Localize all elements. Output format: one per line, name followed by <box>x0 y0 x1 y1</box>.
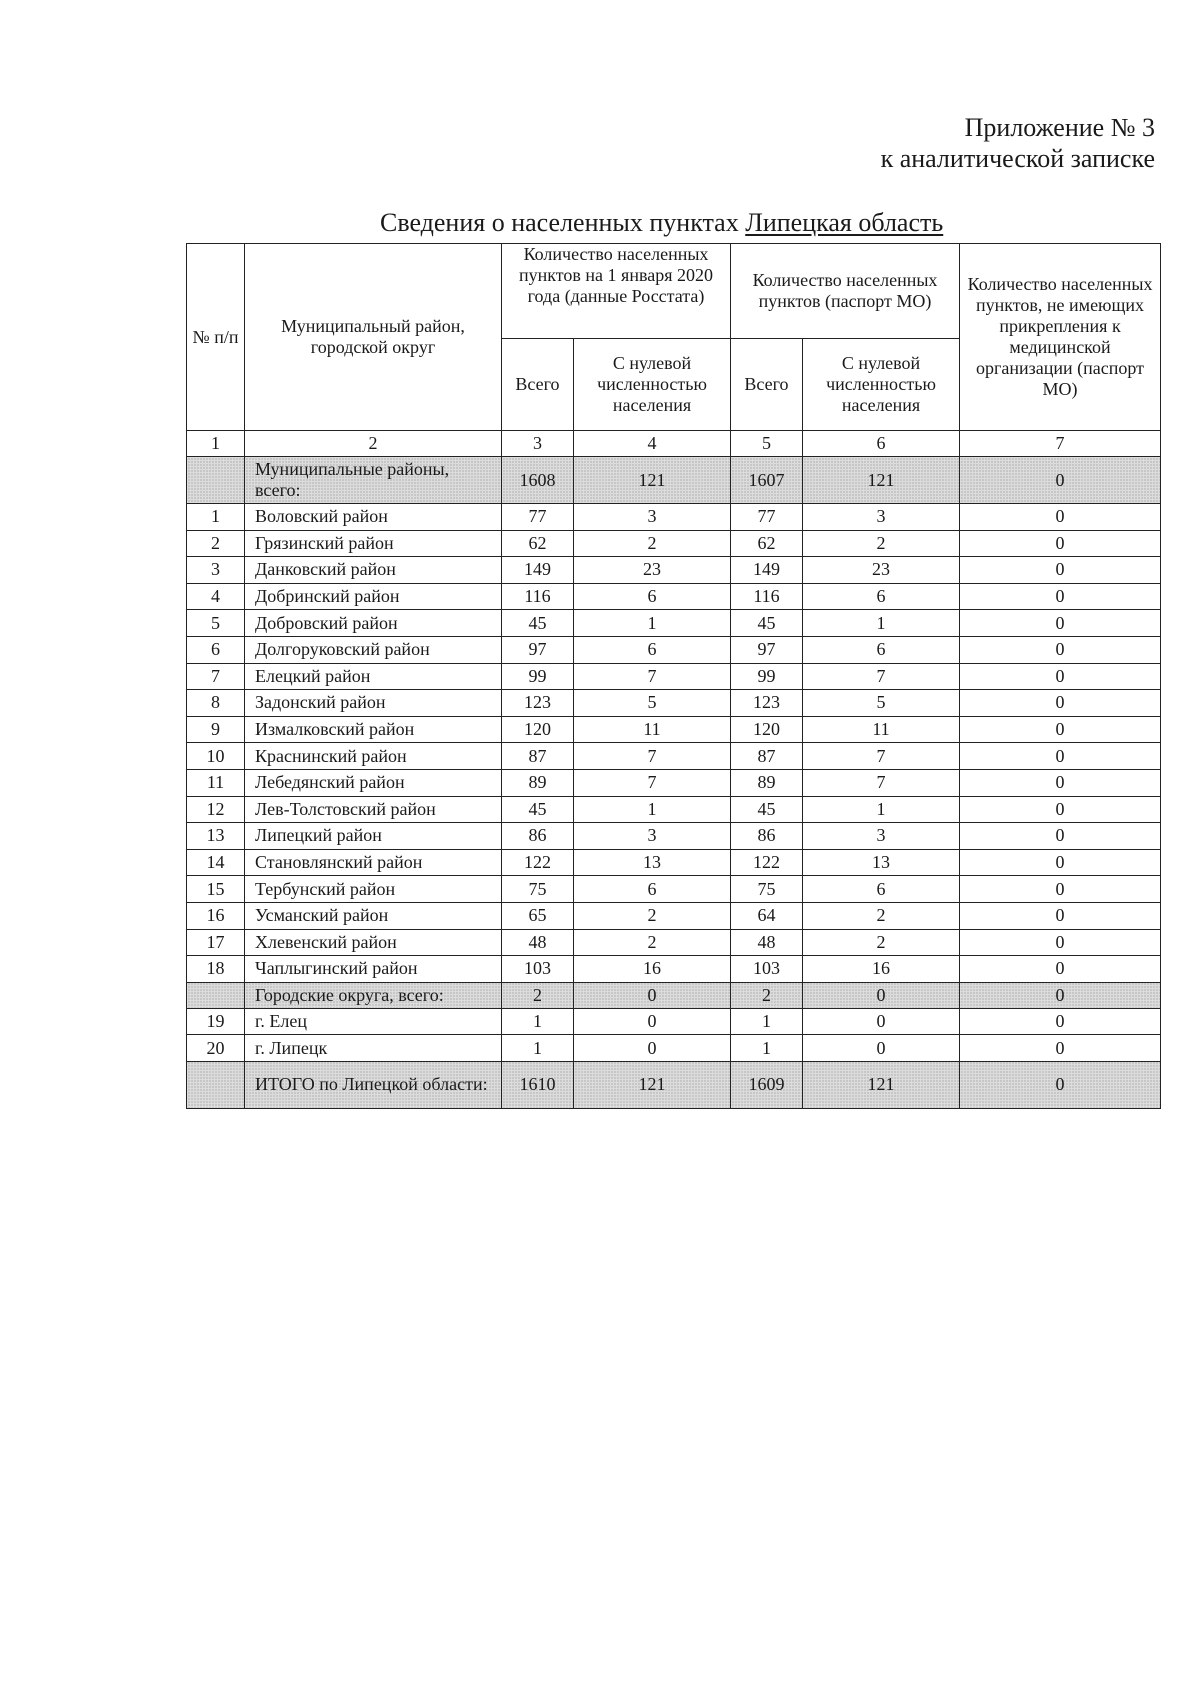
district-name: Добринский район <box>245 583 502 610</box>
row-value: 64 <box>731 902 803 929</box>
row-value: 0 <box>960 743 1161 770</box>
row-value: 1 <box>502 1035 574 1062</box>
row-value: 0 <box>960 504 1161 531</box>
row-value: 7 <box>803 663 960 690</box>
row-value: 1 <box>803 796 960 823</box>
subtotal-value: 0 <box>803 982 960 1008</box>
header-no-attachment: Количество населенных пунктов, не имеющих прикрепления к медицинской организации (паспорт МО) <box>960 244 1161 431</box>
row-value: 45 <box>731 610 803 637</box>
column-number: 5 <box>731 431 803 457</box>
table-row <box>187 610 1161 637</box>
row-value: 0 <box>960 876 1161 903</box>
row-value: 75 <box>731 876 803 903</box>
row-value: 23 <box>574 557 731 584</box>
subtotal-value: 1607 <box>731 457 803 504</box>
row-number: 2 <box>187 530 245 557</box>
subtotal-label: Муниципальные районы, всего: <box>245 457 502 504</box>
table-row <box>187 956 1161 983</box>
table-row <box>187 823 1161 850</box>
header-rosstat-group: Количество населенных пунктов на 1 января 2020 года (данные Росстата) <box>502 244 731 339</box>
row-value: 0 <box>803 1035 960 1062</box>
row-number: 8 <box>187 690 245 717</box>
header-rosstat-zero: С нулевой численностью населения <box>574 339 731 431</box>
row-value: 123 <box>731 690 803 717</box>
row-value: 87 <box>731 743 803 770</box>
district-name: Становлянский район <box>245 849 502 876</box>
district-name: Лебедянский район <box>245 769 502 796</box>
subtotal-value: 0 <box>960 457 1161 504</box>
row-value: 0 <box>960 690 1161 717</box>
row-value: 2 <box>803 530 960 557</box>
settlements-table <box>186 243 1161 1109</box>
row-value: 3 <box>803 823 960 850</box>
table-row <box>187 636 1161 663</box>
district-name: Добровский район <box>245 610 502 637</box>
district-name: Долгоруковский район <box>245 636 502 663</box>
row-value: 1 <box>731 1008 803 1035</box>
column-number: 2 <box>245 431 502 457</box>
row-value: 2 <box>574 902 731 929</box>
table-row <box>187 690 1161 717</box>
row-value: 5 <box>803 690 960 717</box>
row-value: 103 <box>502 956 574 983</box>
row-value: 99 <box>502 663 574 690</box>
row-value: 0 <box>960 583 1161 610</box>
district-name: Грязинский район <box>245 530 502 557</box>
row-number: 14 <box>187 849 245 876</box>
row-value: 6 <box>574 583 731 610</box>
table-row <box>187 849 1161 876</box>
subtotal-label: ИТОГО по Липецкой области: <box>245 1061 502 1108</box>
district-name: Краснинский район <box>245 743 502 770</box>
row-value: 16 <box>803 956 960 983</box>
row-value: 6 <box>574 876 731 903</box>
table-row <box>187 504 1161 531</box>
row-value: 3 <box>803 504 960 531</box>
appendix-number: Приложение № 3 <box>964 113 1155 142</box>
row-number: 6 <box>187 636 245 663</box>
row-value: 48 <box>502 929 574 956</box>
table-row <box>187 583 1161 610</box>
row-value: 97 <box>731 636 803 663</box>
row-value: 0 <box>960 716 1161 743</box>
row-value: 120 <box>502 716 574 743</box>
row-value: 116 <box>502 583 574 610</box>
row-value: 7 <box>574 769 731 796</box>
row-value: 45 <box>502 796 574 823</box>
row-value: 1 <box>574 610 731 637</box>
table-row <box>187 1035 1161 1062</box>
district-name: Лев-Толстовский район <box>245 796 502 823</box>
row-number: 17 <box>187 929 245 956</box>
row-value: 0 <box>960 929 1161 956</box>
row-number: 1 <box>187 504 245 531</box>
header-passport-group: Количество населенных пунктов (паспорт МО) <box>731 244 960 339</box>
grand-total-row <box>187 1061 1161 1108</box>
row-value: 75 <box>502 876 574 903</box>
municipal-total-row <box>187 457 1161 504</box>
row-value: 0 <box>960 769 1161 796</box>
appendix-note: к аналитической записке <box>880 144 1155 173</box>
row-value: 0 <box>960 902 1161 929</box>
row-number: 9 <box>187 716 245 743</box>
district-name: г. Липецк <box>245 1035 502 1062</box>
row-value: 123 <box>502 690 574 717</box>
empty-cell <box>187 1061 245 1108</box>
row-value: 0 <box>960 849 1161 876</box>
row-value: 120 <box>731 716 803 743</box>
row-number: 19 <box>187 1008 245 1035</box>
row-value: 87 <box>502 743 574 770</box>
row-value: 89 <box>502 769 574 796</box>
row-value: 13 <box>803 849 960 876</box>
row-value: 11 <box>574 716 731 743</box>
row-value: 0 <box>960 1008 1161 1035</box>
subtotal-value: 2 <box>731 982 803 1008</box>
row-value: 0 <box>574 1008 731 1035</box>
row-value: 97 <box>502 636 574 663</box>
header-rosstat-total: Всего <box>502 339 574 431</box>
district-name: Елецкий район <box>245 663 502 690</box>
row-value: 16 <box>574 956 731 983</box>
row-value: 3 <box>574 504 731 531</box>
subtotal-value: 1608 <box>502 457 574 504</box>
column-number: 6 <box>803 431 960 457</box>
row-value: 99 <box>731 663 803 690</box>
table-row <box>187 530 1161 557</box>
subtotal-value: 1609 <box>731 1061 803 1108</box>
row-value: 62 <box>731 530 803 557</box>
row-value: 86 <box>502 823 574 850</box>
row-value: 0 <box>960 636 1161 663</box>
row-value: 77 <box>502 504 574 531</box>
subtotal-value: 0 <box>960 982 1161 1008</box>
table-row <box>187 796 1161 823</box>
row-value: 1 <box>574 796 731 823</box>
table-body <box>187 457 1161 1109</box>
row-value: 65 <box>502 902 574 929</box>
table-row <box>187 716 1161 743</box>
row-number: 7 <box>187 663 245 690</box>
row-value: 6 <box>574 636 731 663</box>
row-value: 6 <box>803 636 960 663</box>
row-value: 0 <box>960 796 1161 823</box>
table-row <box>187 902 1161 929</box>
row-number: 10 <box>187 743 245 770</box>
row-value: 1 <box>731 1035 803 1062</box>
row-number: 13 <box>187 823 245 850</box>
table-row <box>187 876 1161 903</box>
row-number: 18 <box>187 956 245 983</box>
subtotal-label: Городские округа, всего: <box>245 982 502 1008</box>
row-value: 0 <box>803 1008 960 1035</box>
empty-cell <box>187 982 245 1008</box>
row-value: 0 <box>574 1035 731 1062</box>
row-value: 11 <box>803 716 960 743</box>
column-number: 4 <box>574 431 731 457</box>
row-value: 48 <box>731 929 803 956</box>
row-value: 62 <box>502 530 574 557</box>
row-value: 7 <box>803 769 960 796</box>
row-value: 7 <box>803 743 960 770</box>
subtotal-value: 1610 <box>502 1061 574 1108</box>
district-name: Тербунский район <box>245 876 502 903</box>
subtotal-value: 121 <box>574 1061 731 1108</box>
row-value: 77 <box>731 504 803 531</box>
district-name: Хлевенский район <box>245 929 502 956</box>
row-number: 3 <box>187 557 245 584</box>
title-region: Липецкая область <box>745 208 944 237</box>
row-value: 13 <box>574 849 731 876</box>
row-value: 45 <box>502 610 574 637</box>
subtotal-value: 2 <box>502 982 574 1008</box>
row-value: 23 <box>803 557 960 584</box>
empty-cell <box>187 457 245 504</box>
table-row <box>187 929 1161 956</box>
header-passport-total: Всего <box>731 339 803 431</box>
row-number: 16 <box>187 902 245 929</box>
row-number: 11 <box>187 769 245 796</box>
row-value: 2 <box>574 530 731 557</box>
header-district: Муниципальный район, городской округ <box>245 244 502 431</box>
table-row <box>187 557 1161 584</box>
table-row <box>187 663 1161 690</box>
subtotal-value: 0 <box>574 982 731 1008</box>
row-value: 6 <box>803 876 960 903</box>
row-value: 0 <box>960 956 1161 983</box>
row-value: 5 <box>574 690 731 717</box>
district-name: Задонский район <box>245 690 502 717</box>
column-number: 3 <box>502 431 574 457</box>
district-name: Данковский район <box>245 557 502 584</box>
row-value: 122 <box>731 849 803 876</box>
row-value: 3 <box>574 823 731 850</box>
row-value: 0 <box>960 610 1161 637</box>
row-value: 0 <box>960 663 1161 690</box>
row-value: 86 <box>731 823 803 850</box>
district-name: Воловский район <box>245 504 502 531</box>
row-value: 149 <box>502 557 574 584</box>
subtotal-value: 121 <box>803 1061 960 1108</box>
row-value: 103 <box>731 956 803 983</box>
row-value: 1 <box>502 1008 574 1035</box>
row-value: 7 <box>574 743 731 770</box>
column-number: 7 <box>960 431 1161 457</box>
subtotal-value: 121 <box>574 457 731 504</box>
row-value: 2 <box>803 929 960 956</box>
row-number: 5 <box>187 610 245 637</box>
row-value: 2 <box>803 902 960 929</box>
district-name: г. Елец <box>245 1008 502 1035</box>
row-number: 12 <box>187 796 245 823</box>
row-value: 45 <box>731 796 803 823</box>
urban-total-row <box>187 982 1161 1008</box>
row-number: 4 <box>187 583 245 610</box>
row-value: 89 <box>731 769 803 796</box>
document-title <box>380 208 943 238</box>
row-value: 7 <box>574 663 731 690</box>
column-number: 1 <box>187 431 245 457</box>
header-passport-zero: С нулевой численностью населения <box>803 339 960 431</box>
row-value: 116 <box>731 583 803 610</box>
row-value: 2 <box>574 929 731 956</box>
subtotal-value: 121 <box>803 457 960 504</box>
district-name: Усманский район <box>245 902 502 929</box>
table-row <box>187 743 1161 770</box>
title-prefix: Сведения о населенных пунктах <box>380 208 746 237</box>
district-name: Измалковский район <box>245 716 502 743</box>
row-value: 1 <box>803 610 960 637</box>
row-value: 0 <box>960 530 1161 557</box>
row-number: 15 <box>187 876 245 903</box>
row-value: 0 <box>960 557 1161 584</box>
table-row <box>187 1008 1161 1035</box>
row-value: 6 <box>803 583 960 610</box>
district-name: Липецкий район <box>245 823 502 850</box>
district-name: Чаплыгинский район <box>245 956 502 983</box>
header-number: № п/п <box>187 244 245 431</box>
column-number-row <box>187 431 1161 457</box>
row-value: 122 <box>502 849 574 876</box>
table-row <box>187 769 1161 796</box>
row-value: 0 <box>960 1035 1161 1062</box>
subtotal-value: 0 <box>960 1061 1161 1108</box>
row-number: 20 <box>187 1035 245 1062</box>
appendix-header <box>881 112 1155 174</box>
row-value: 0 <box>960 823 1161 850</box>
row-value: 149 <box>731 557 803 584</box>
